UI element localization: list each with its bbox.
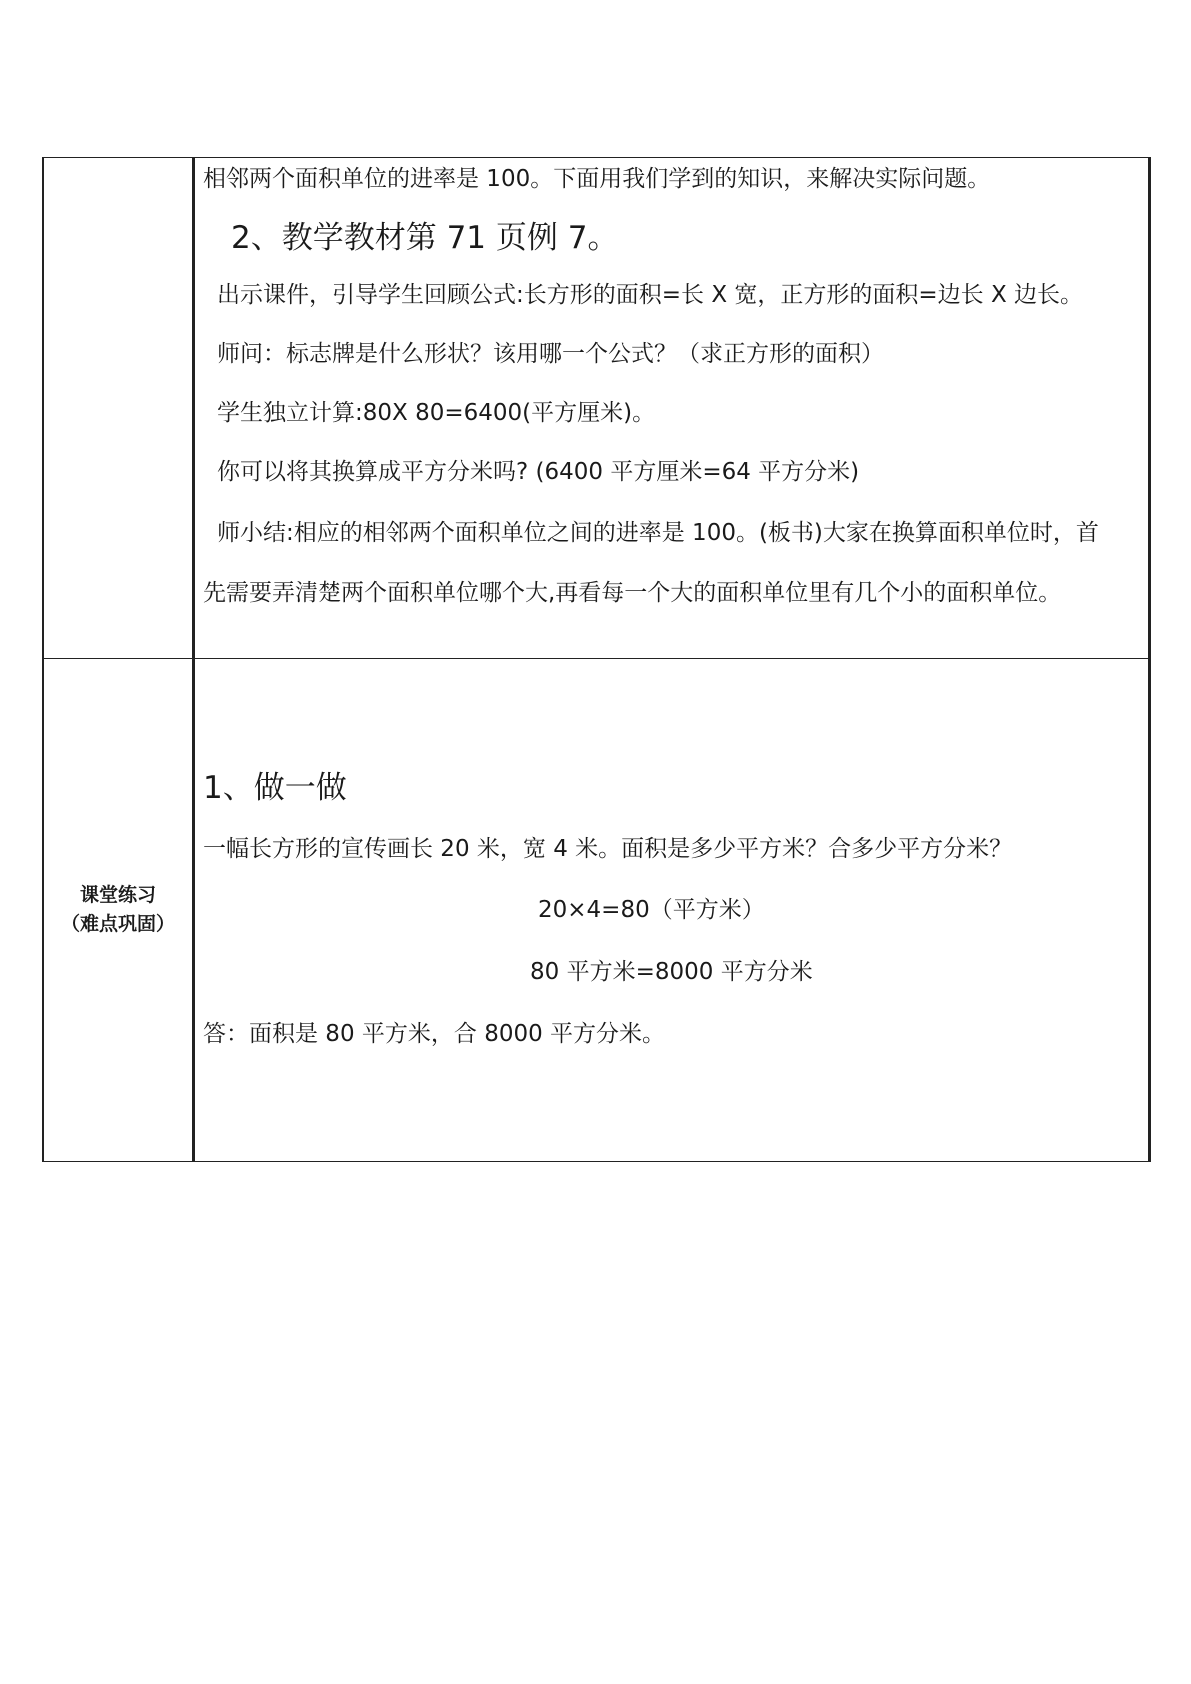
- text-line-calc-2: 80 平方米=8000 平方分米: [530, 959, 813, 985]
- text-line-teacher-question: 师问：标志牌是什么形状？该用哪一个公式？（求正方形的面积）: [217, 341, 884, 367]
- label-cell-empty: [43, 158, 194, 659]
- heading-example-7: 2、教学教材第 71 页例 7。: [231, 220, 619, 256]
- label-cell-practice: [43, 659, 194, 1162]
- heading-do-it: 1、做一做: [203, 770, 347, 806]
- text-line-summary-1: 师小结:相应的相邻两个面积单位之间的进率是 100。(板书)大家在换算面积单位时，首: [217, 520, 1099, 546]
- text-line-conversion-question: 你可以将其换算成平方分米吗? (6400 平方厘米=64 平方分米): [217, 459, 860, 485]
- label-consolidation: （难点巩固）: [60, 913, 175, 935]
- content-cell-teaching: [194, 158, 1150, 659]
- label-practice: 课堂练习: [79, 884, 156, 906]
- table-row-practice: [43, 659, 1150, 1162]
- text-line-student-calc: 学生独立计算:80X 80=6400(平方厘米)。: [217, 400, 656, 426]
- content-cell-practice: [194, 659, 1150, 1162]
- text-line-summary-2: 先需要弄清楚两个面积单位哪个大,再看每一个大的面积单位里有几个小的面积单位。: [203, 580, 1062, 606]
- table-row-teaching: [43, 158, 1150, 659]
- text-line-answer: 答：面积是 80 平方米，合 8000 平方分米。: [203, 1021, 666, 1047]
- text-line-rate-intro: 相邻两个面积单位的进率是 100。下面用我们学到的知识，来解决实际问题。: [203, 166, 991, 192]
- lesson-plan-table: [42, 157, 1151, 1162]
- text-line-problem: 一幅长方形的宣传画长 20 米，宽 4 米。面积是多少平方米？合多少平方分米？: [203, 836, 1013, 862]
- text-line-calc-1: 20×4=80（平方米）: [538, 897, 765, 923]
- text-line-formula-review: 出示课件，引导学生回顾公式:长方形的面积=长 X 宽，正方形的面积=边长 X 边长。: [217, 282, 1084, 308]
